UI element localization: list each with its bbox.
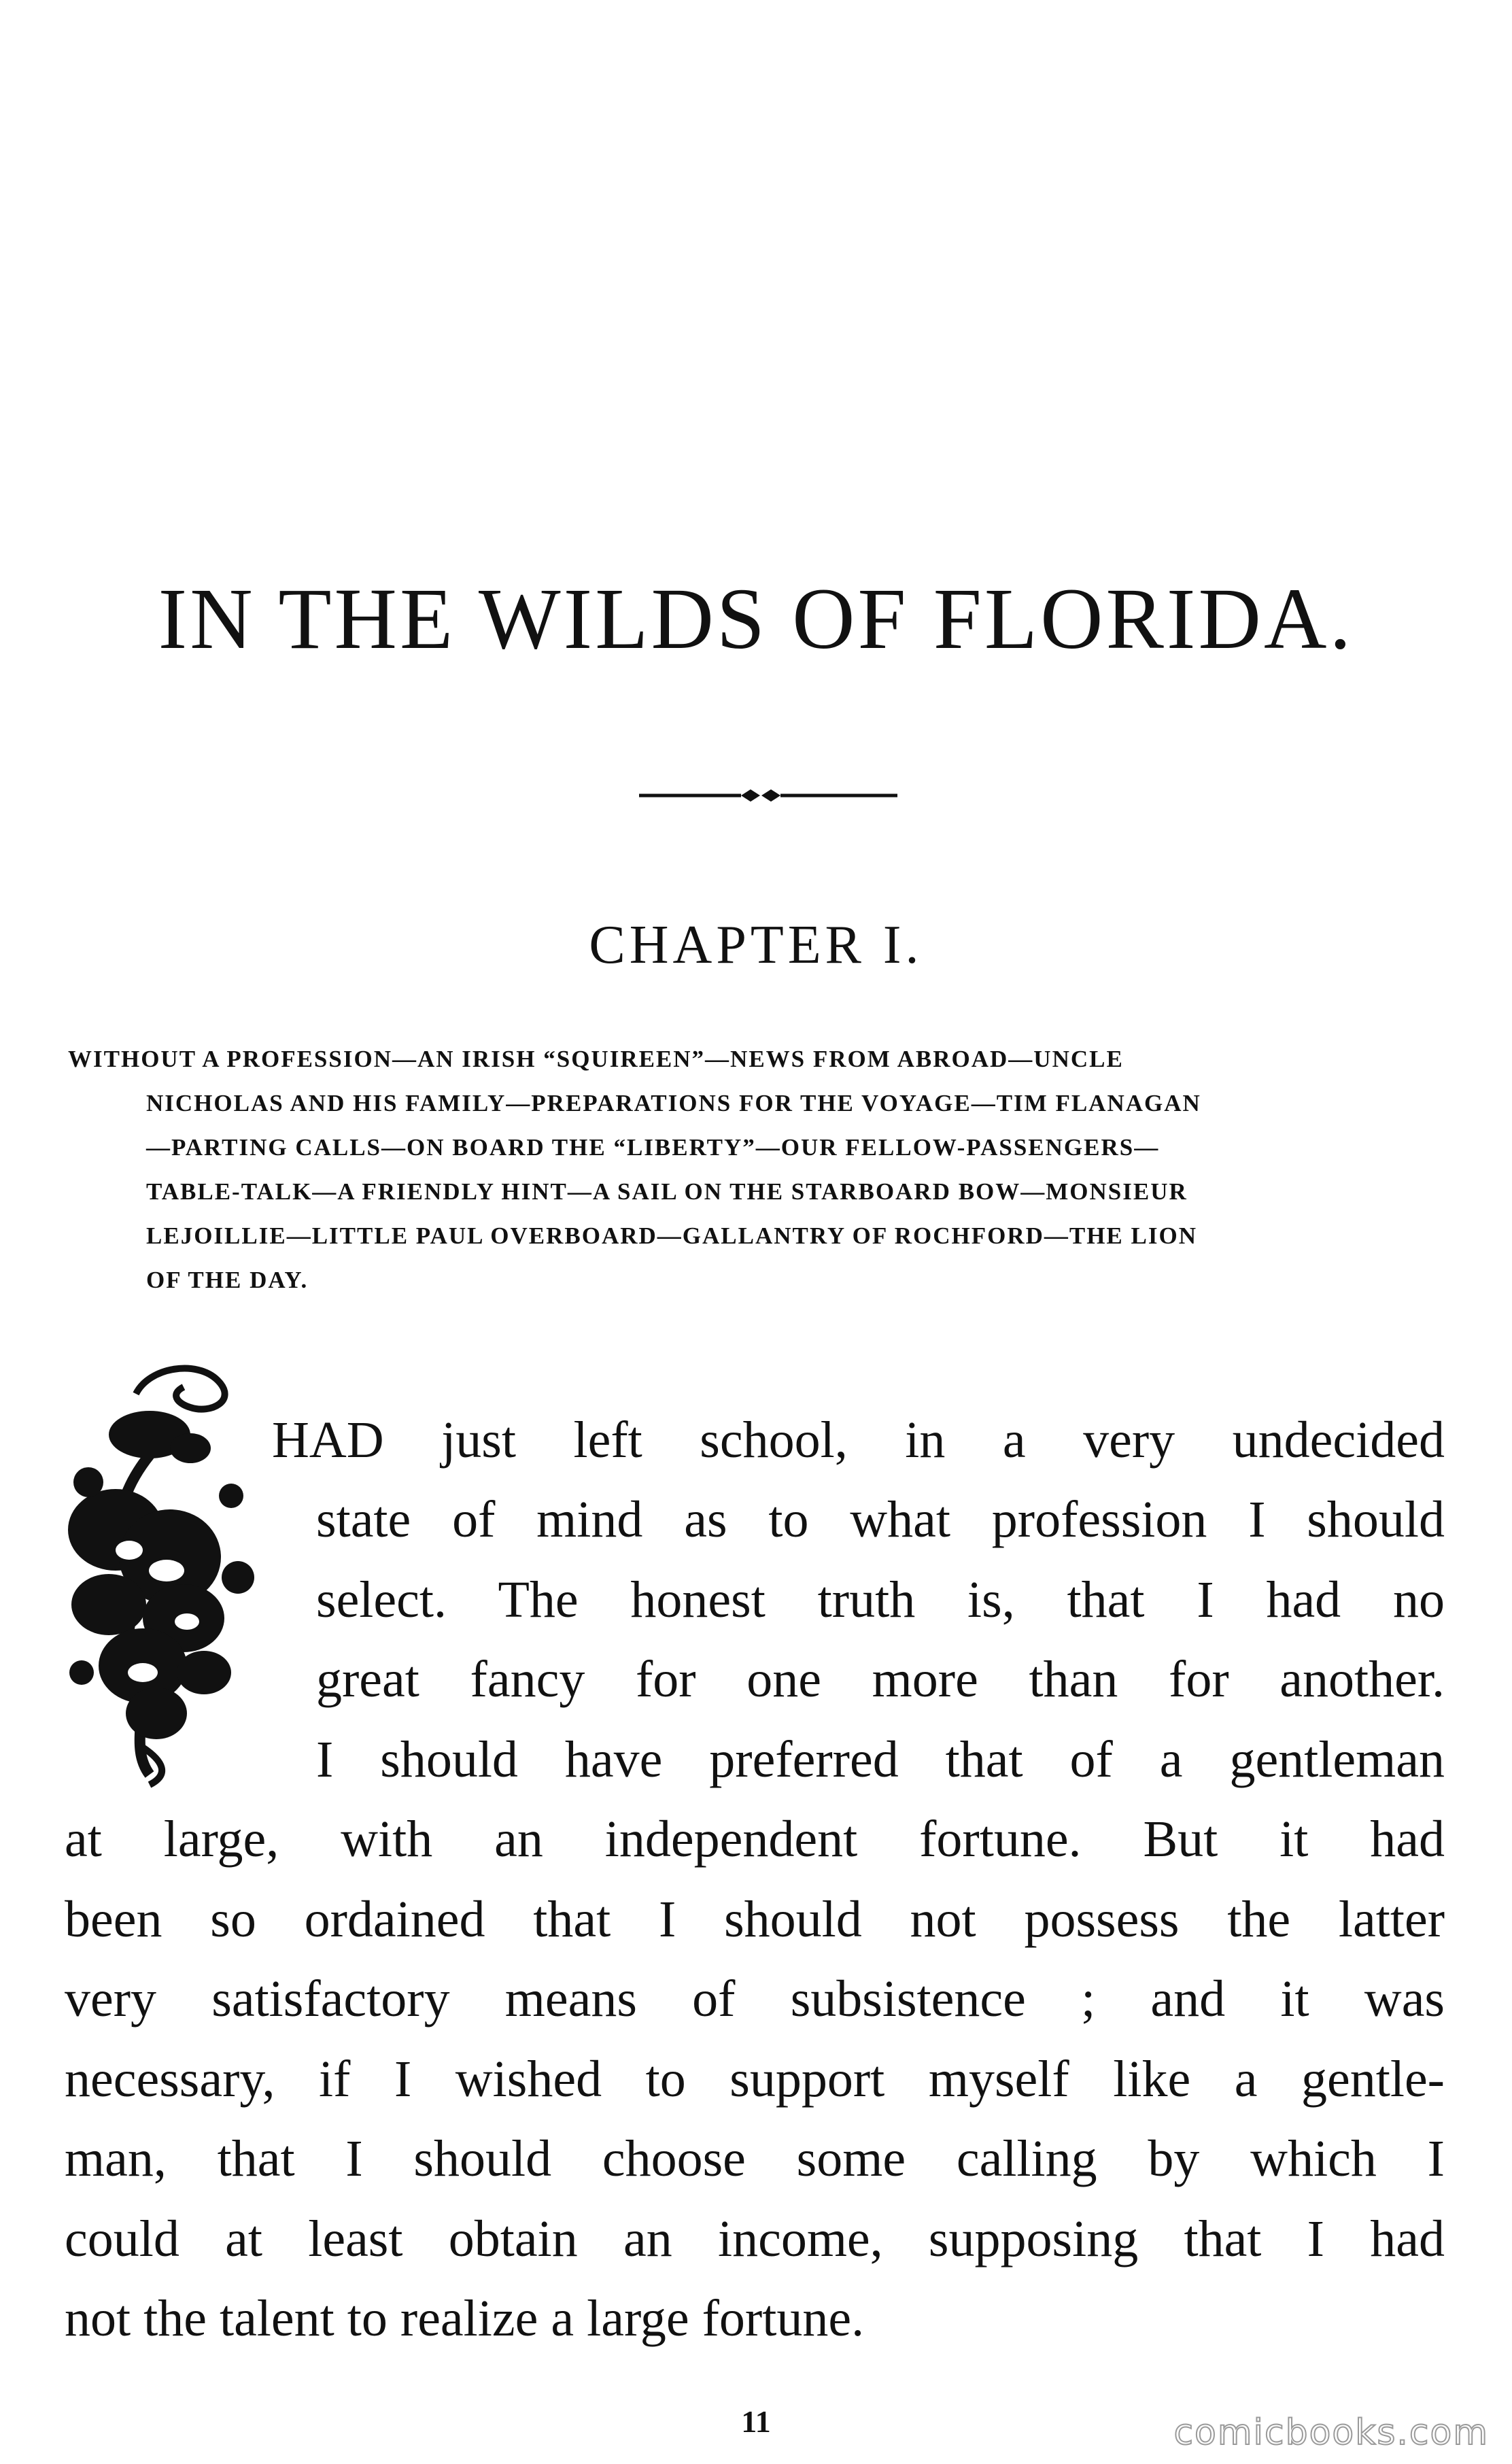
body-text-line: been so ordained that I should not possess the latter [65,1891,1445,1948]
chapter-heading: CHAPTER I. [589,915,923,975]
body-text-line: man, that I should choose some calling by which I [65,2130,1445,2187]
body-text-line: I should have preferred that of a gentleman [316,1731,1445,1788]
body-text-line: at large, with an independent fortune. But it had [65,1811,1445,1868]
body-text-line: not the talent to realize a large fortune. [65,2290,865,2347]
body-text-line: very satisfactory means of subsistence ; and it was [65,1970,1445,2027]
synopsis-line: LEJOILLIE—LITTLE PAUL OVERBOARD—GALLANTRY OF ROCHFORD—THE LION [146,1222,1197,1249]
chapter-synopsis [68,1037,1441,1302]
book-title: IN THE WILDS OF FLORIDA. [158,570,1354,667]
synopsis-line: OF THE DAY. [146,1267,309,1293]
synopsis-line: TABLE-TALK—A FRIENDLY HINT—A SAIL ON THE STARBOARD BOW—MONSIEUR [146,1178,1188,1205]
synopsis-line: WITHOUT A PROFESSION—AN IRISH “SQUIREEN”—NEWS FROM ABROAD—UNCLE [68,1046,1124,1072]
body-text-line: HAD just left school, in a very undecided [272,1411,1445,1469]
body-text-line: great fancy for one more than for another. [316,1651,1445,1708]
synopsis-line: NICHOLAS AND HIS FAMILY—PREPARATIONS FOR THE VOYAGE—TIM FLANAGAN [146,1090,1201,1116]
body-text-line: select. The honest truth is, that I had no [316,1571,1445,1628]
body-text-line: could at least obtain an income, supposing that I had [65,2210,1445,2268]
diamond-rule-icon [639,782,897,809]
synopsis-line: —PARTING CALLS—ON BOARD THE “LIBERTY”—OUR FELLOW-PASSENGERS— [146,1134,1160,1161]
page-number: 11 [741,2404,771,2439]
watermark: comicbooks.com [1173,2412,1489,2453]
ornamental-initial-i-icon [48,1353,279,1788]
body-text-line: necessary, if I wished to support myself like a gentle- [65,2051,1445,2108]
body-text-line: state of mind as to what profession I should [316,1491,1445,1548]
